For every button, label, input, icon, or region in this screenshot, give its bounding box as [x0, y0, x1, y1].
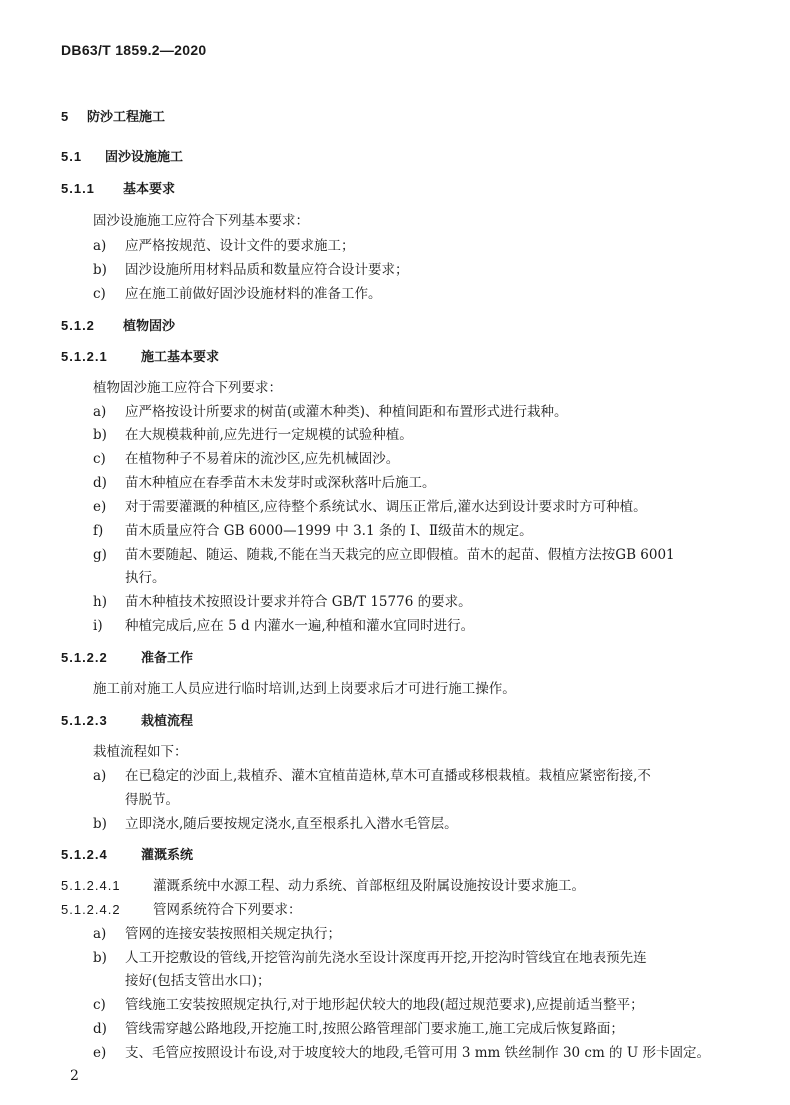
list-text: 管网的连接安装按照相关规定执行； — [125, 926, 341, 942]
list-item — [93, 767, 651, 785]
section-number: 5.1.2.4 — [61, 847, 108, 862]
paragraph: 固沙设施施工应符合下列基本要求： — [93, 213, 309, 229]
list-item — [93, 498, 647, 516]
subsection-heading — [61, 348, 219, 367]
list-item — [93, 450, 399, 468]
list-text: 管线施工安装按照规定执行,对于地形起伏较大的地段(超过规范要求),应提前适当整平； — [125, 997, 644, 1013]
list-text-continued: 执行。 — [125, 570, 166, 586]
list-text: 对于需要灌溉的种植区,应待整个系统试水、调压正常后,灌水达到设计要求时方可种植。 — [125, 499, 647, 515]
list-item — [93, 261, 409, 279]
list-label: a) — [93, 926, 107, 942]
list-label: c) — [93, 451, 106, 467]
subsection-heading — [61, 649, 193, 668]
list-label: e) — [93, 499, 107, 515]
paragraph: 施工前对施工人员应进行临时培训,达到上岗要求后才可进行施工操作。 — [93, 681, 516, 697]
list-item — [93, 925, 341, 943]
list-label: i) — [93, 618, 103, 634]
list-text: 人工开挖敷设的管线,开挖管沟前先浇水至设计深度再开挖,开挖沟时管线宜在地表预先连 — [125, 950, 647, 966]
list-text-continued: 得脱节。 — [125, 792, 179, 808]
section-number: 5.1.2.1 — [61, 349, 108, 364]
list-item — [93, 546, 675, 564]
list-text: 苗木质量应符合 GB 6000—1999 中 3.1 条的 Ⅰ、Ⅱ级苗木的规定。 — [125, 523, 533, 539]
list-label: f) — [93, 523, 104, 539]
list-text: 立即浇水,随后要按规定浇水,直至根系扎入潜水毛管层。 — [125, 816, 458, 832]
paragraph-number: 5.1.2.4.1 — [61, 878, 121, 893]
numbered-paragraph — [61, 877, 585, 895]
section-heading — [61, 108, 165, 127]
section-title: 灌溉系统 — [141, 848, 194, 863]
paragraph-number: 5.1.2.4.2 — [61, 902, 121, 917]
document-id: DB63/T 1859.2—2020 — [61, 42, 207, 58]
section-number: 5.1.1 — [61, 181, 95, 196]
list-text: 应严格按规范、设计文件的要求施工； — [125, 238, 355, 254]
paragraph: 栽植流程如下： — [93, 744, 188, 760]
paragraph: 植物固沙施工应符合下列要求： — [93, 380, 282, 396]
section-number: 5.1.2.3 — [61, 713, 108, 728]
section-number: 5.1.2.2 — [61, 650, 108, 665]
list-item — [93, 1044, 710, 1062]
list-text: 在大规模栽种前,应先进行一定规模的试验种植。 — [125, 427, 413, 443]
subsection-heading — [61, 712, 193, 731]
list-text: 苗木种植技术按照设计要求并符合 GB/T 15776 的要求。 — [125, 594, 472, 610]
section-number: 5.1 — [61, 149, 83, 164]
list-label: c) — [93, 286, 106, 302]
paragraph-text: 灌溉系统中水源工程、动力系统、首部枢纽及附属设施按设计要求施工。 — [153, 878, 585, 894]
list-item — [93, 237, 355, 255]
subsection-heading — [61, 317, 175, 336]
list-text: 管线需穿越公路地段,开挖施工时,按照公路管理部门要求施工,施工完成后恢复路面； — [125, 1021, 624, 1037]
list-text: 苗木种植应在春季苗木未发芽时或深秋落叶后施工。 — [125, 475, 436, 491]
list-text: 支、毛管应按照设计布设,对于坡度较大的地段,毛管可用 3 mm 铁丝制作 30 cm 的 U 形卡固定。 — [125, 1045, 711, 1061]
list-item — [93, 403, 568, 421]
list-text: 苗木要随起、随运、随栽,不能在当天栽完的应立即假植。苗木的起苗、假植方法按GB 6001 — [125, 547, 675, 563]
list-text: 在已稳定的沙面上,栽植乔、灌木宜植苗造林,草木可直播或移根栽植。栽植应紧密衔接,不 — [125, 768, 651, 784]
list-item — [93, 474, 436, 492]
list-item — [93, 815, 458, 833]
subsection-heading — [61, 846, 193, 865]
list-label: b) — [93, 950, 107, 966]
list-label: e) — [93, 1045, 107, 1061]
list-label: d) — [93, 1021, 107, 1037]
list-item — [93, 996, 644, 1014]
section-title: 施工基本要求 — [141, 350, 220, 365]
list-item — [93, 522, 533, 540]
section-title: 固沙设施施工 — [105, 150, 184, 165]
page-number: 2 — [70, 1068, 79, 1084]
list-label: b) — [93, 262, 107, 278]
list-text: 种植完成后,应在 5 d 内灌水一遍,种植和灌水宜同时进行。 — [125, 618, 475, 634]
list-item — [93, 426, 413, 444]
list-text: 应在施工前做好固沙设施材料的准备工作。 — [125, 286, 382, 302]
section-title: 基本要求 — [123, 182, 176, 197]
section-title: 植物固沙 — [123, 319, 176, 334]
list-item — [93, 593, 472, 611]
list-label: a) — [93, 768, 107, 784]
list-label: a) — [93, 238, 107, 254]
section-heading — [61, 148, 183, 167]
numbered-paragraph — [61, 901, 302, 919]
list-text: 应严格按设计所要求的树苗(或灌木种类)、种植间距和布置形式进行栽种。 — [125, 404, 568, 420]
section-title: 防沙工程施工 — [87, 110, 166, 125]
list-label: d) — [93, 475, 107, 491]
list-label: g) — [93, 547, 107, 563]
list-text: 在植物种子不易着床的流沙区,应先机械固沙。 — [125, 451, 400, 467]
section-title: 栽植流程 — [141, 714, 194, 729]
list-item — [93, 949, 647, 967]
list-item — [93, 617, 474, 635]
list-label: b) — [93, 816, 107, 832]
list-label: a) — [93, 404, 107, 420]
list-item — [93, 285, 382, 303]
list-label: h) — [93, 594, 107, 610]
list-text: 固沙设施所用材料品质和数量应符合设计要求； — [125, 262, 409, 278]
subsection-heading — [61, 180, 175, 199]
paragraph-text: 管网系统符合下列要求： — [153, 902, 302, 918]
list-text-continued: 接好(包括支管出水口)； — [125, 973, 271, 989]
section-number: 5 — [61, 109, 70, 124]
section-number: 5.1.2 — [61, 318, 95, 333]
list-item — [93, 1020, 624, 1038]
list-label: b) — [93, 427, 107, 443]
list-label: c) — [93, 997, 106, 1013]
section-title: 准备工作 — [141, 651, 194, 666]
